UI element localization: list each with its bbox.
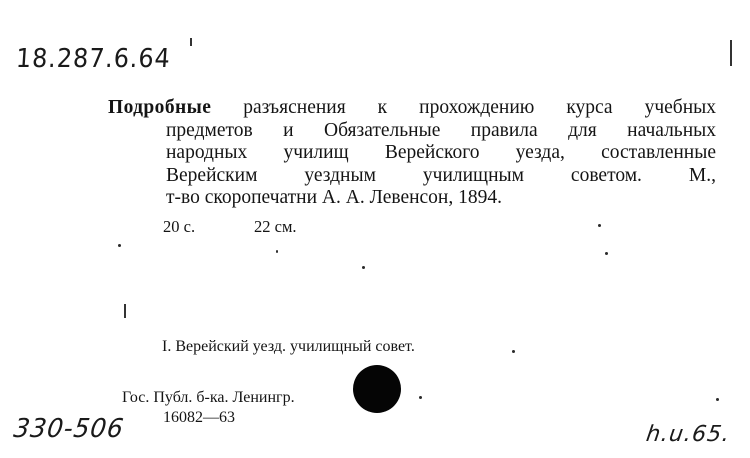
- inventory-number: 330-506: [11, 414, 126, 444]
- scan-mark: [190, 38, 192, 46]
- entry-line-2: предметов и Обязательные правила для начальных: [166, 119, 716, 141]
- scan-mark: [730, 40, 732, 66]
- scan-speck: [598, 224, 601, 227]
- scan-speck: [362, 266, 365, 269]
- book-size: 22 см.: [254, 217, 297, 236]
- holding-number: 16082—63: [163, 409, 235, 426]
- scan-speck: [512, 350, 515, 353]
- scan-speck: [118, 244, 121, 247]
- corner-mark: h.u.65.: [644, 422, 732, 447]
- entry-line-3: народных училищ Верейского уезда, составленные: [166, 142, 716, 164]
- scan-speck: [605, 252, 608, 255]
- entry-line-4: Верейским уездным училищным советом. М.,: [166, 164, 716, 186]
- scan-speck: [276, 250, 278, 253]
- entry-line-5: т-во скоропечатни А. А. Левенсон, 1894.: [166, 187, 502, 209]
- entry-line-1-rest: разъяснения к прохождению курса учебных: [211, 97, 716, 118]
- punch-hole: [353, 365, 401, 413]
- page-count: 20 с.: [163, 217, 196, 236]
- call-number: 18.287.6.64: [15, 44, 172, 74]
- scan-mark: [124, 304, 126, 318]
- scan-speck: [419, 396, 422, 399]
- holding-library: Гос. Публ. б-ка. Ленингр.: [122, 389, 295, 406]
- heading-word: Подробные: [108, 97, 212, 118]
- bibliographic-entry: [108, 97, 716, 210]
- scan-speck: [716, 398, 719, 401]
- subject-tracing: I. Верейский уезд. училищный совет.: [162, 338, 415, 355]
- entry-line-1: [108, 97, 716, 120]
